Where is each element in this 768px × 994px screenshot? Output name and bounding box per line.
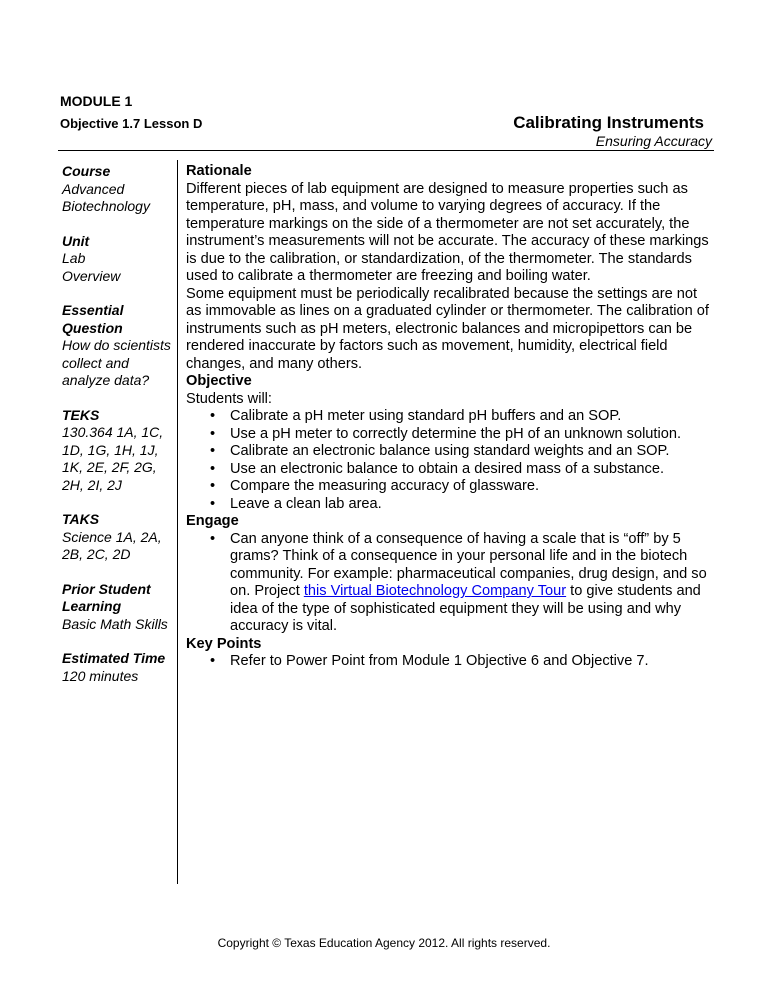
list-item: • Refer to Power Point from Module 1 Objective 6 and Objective 7. xyxy=(210,653,716,671)
course-value: Advanced Biotechnology xyxy=(62,180,150,214)
taks-value: Science 1A, 2A, 2B, 2C, 2D xyxy=(62,528,162,562)
unit-section xyxy=(62,233,174,286)
course-section xyxy=(62,163,174,216)
rationale-paragraph-2: Some equipment must be periodically recalibrated because the settings are not as immovable as lines on a graduated cylinder or thermometer. The calibration of instruments such as pH meters, electronic balances and micropipettors can be rendered inaccurate by factors such as movement, humidity, electrical field changes, and many others. xyxy=(186,285,709,372)
prior-learning-section xyxy=(62,581,174,634)
header-rule xyxy=(58,150,714,151)
virtual-company-tour-link[interactable]: this Virtual Biotechnology Company Tour xyxy=(303,583,567,599)
key-points-heading: Key Points xyxy=(186,635,262,652)
essential-question-section xyxy=(62,302,174,390)
course-label: Course xyxy=(62,163,111,179)
prior-learning-value: Basic Math Skills xyxy=(62,615,168,632)
essential-question-label: Essential Question xyxy=(62,302,124,336)
page-subtitle: Ensuring Accuracy xyxy=(595,133,712,149)
unit-label: Unit xyxy=(62,232,90,249)
copyright-footer: Copyright © Texas Education Agency 2012. All rights reserved. xyxy=(217,936,551,950)
list-item: • Use a pH meter to correctly determine the pH of an unknown solution. xyxy=(210,426,716,444)
list-item: • Compare the measuring accuracy of glassware. xyxy=(210,478,716,496)
key-points-list xyxy=(186,653,716,671)
lesson-objective-line: Objective 1.7 Lesson D xyxy=(60,116,203,131)
list-item: • Calibrate a pH meter using standard pH buffers and an SOP. xyxy=(210,408,716,426)
estimated-time-section xyxy=(62,650,174,685)
taks-section xyxy=(62,511,174,564)
unit-value-line2: Overview xyxy=(62,267,121,284)
engage-text-before: Can anyone think of a consequence of having a scale that is “off” by 5 grams? Think of a consequence in your personal life and in the biotech community. For example: pharmaceutical companies, drug design, and so on. Project xyxy=(230,530,707,599)
engage-list xyxy=(186,531,716,636)
estimated-time-value: 120 minutes xyxy=(62,667,139,684)
unit-value-line1: Lab xyxy=(62,250,86,266)
page-title: Calibrating Instruments xyxy=(513,113,704,132)
essential-question-value: How do scientists collect and analyze data? xyxy=(62,337,171,388)
objective-heading: Objective xyxy=(186,373,252,389)
estimated-time-label: Estimated Time xyxy=(62,650,166,666)
prior-learning-label: Prior Student Learning xyxy=(62,580,151,614)
teks-section xyxy=(62,407,174,495)
lesson-content xyxy=(186,163,716,671)
rationale-heading: Rationale xyxy=(186,163,252,179)
objective-intro: Students will: xyxy=(186,390,272,407)
engage-text-after: to give students and idea of the type of sophisticated equipment they will be using and why accuracy is vital. xyxy=(230,583,701,634)
teks-label: TEKS xyxy=(62,406,100,423)
lesson-sidebar xyxy=(62,163,174,702)
list-item: • Use an electronic balance to obtain a desired mass of a substance. xyxy=(210,461,716,479)
rationale-paragraph-1: Different pieces of lab equipment are designed to measure properties such as temperature, pH, mass, and volume to varying degrees of accuracy. If the temperature markings on the side of a thermometer are not set accurately, the instrument’s measurements will not be accurate. The accuracy of these markings is due to the calibration, or standardization, of the thermometer. The standards used to calibrate a thermometer are freezing and boiling water. xyxy=(186,180,709,284)
list-item: • Calibrate an electronic balance using standard weights and an SOP. xyxy=(210,443,716,461)
objective-list xyxy=(186,408,716,513)
teks-value: 130.364 1A, 1C, 1D, 1G, 1H, 1J, 1K, 2E, 2F, 2G, 2H, 2I, 2J xyxy=(62,424,164,493)
taks-label: TAKS xyxy=(62,511,100,527)
list-item xyxy=(210,531,716,636)
column-divider xyxy=(177,160,178,884)
module-title: MODULE 1 xyxy=(60,93,133,109)
engage-heading: Engage xyxy=(186,513,239,529)
list-item: • Leave a clean lab area. xyxy=(210,496,716,514)
